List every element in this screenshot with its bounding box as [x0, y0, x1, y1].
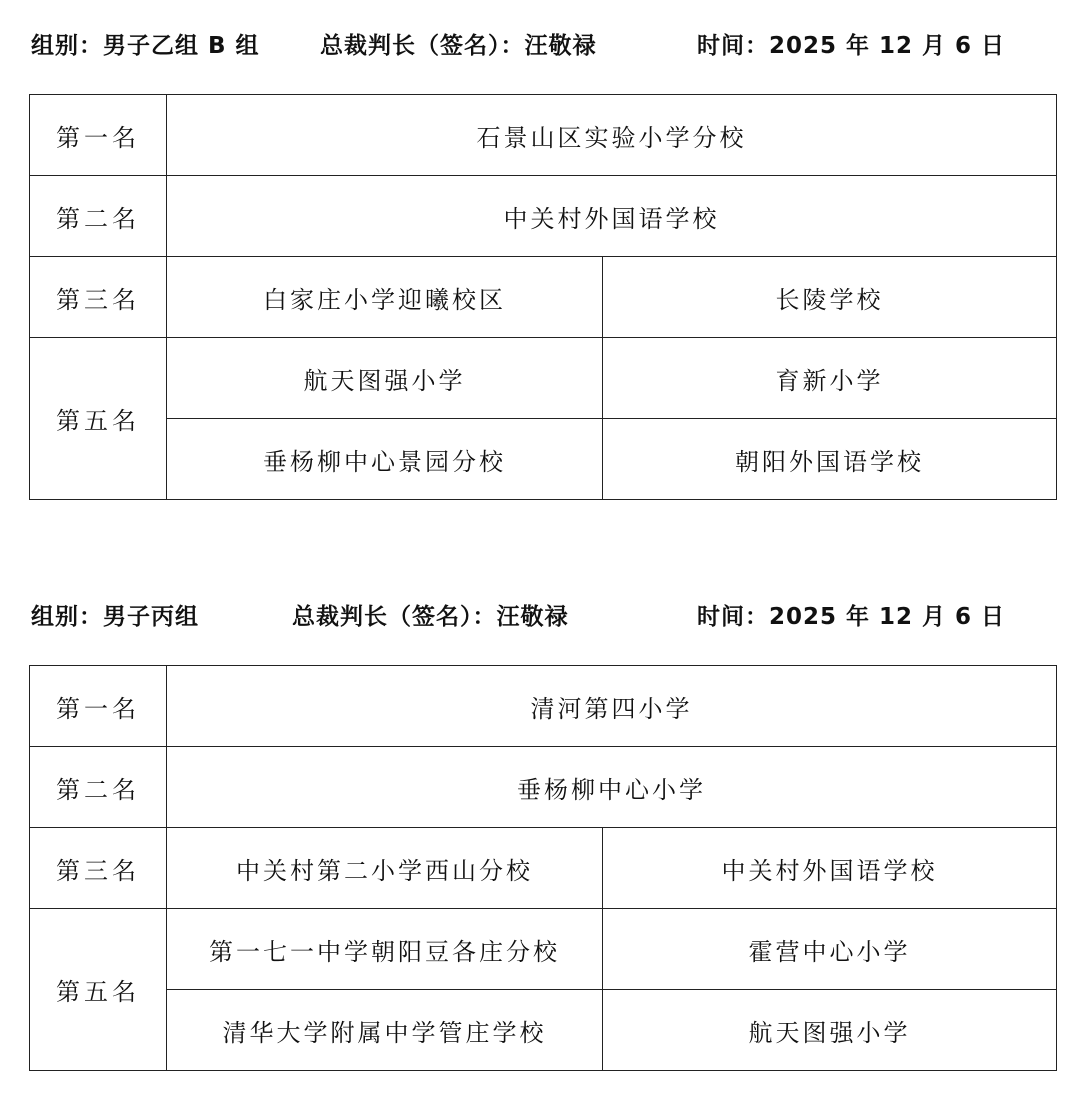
- school-cell: 朝阳外国语学校: [603, 419, 1057, 500]
- section-1-heading: [31, 26, 1051, 66]
- school-cell: 清河第四小学: [167, 666, 1057, 747]
- results-table-2: [29, 665, 1057, 1071]
- school-cell: 石景山区实验小学分校: [167, 95, 1057, 176]
- rank-cell: 第三名: [30, 828, 167, 909]
- school-cell: 育新小学: [603, 338, 1057, 419]
- rank-cell: 第一名: [30, 95, 167, 176]
- rank-cell: 第一名: [30, 666, 167, 747]
- school-cell: 中关村第二小学西山分校: [167, 828, 603, 909]
- rank-cell: 第五名: [30, 338, 167, 500]
- school-cell: 中关村外国语学校: [603, 828, 1057, 909]
- school-cell: 清华大学附属中学管庄学校: [167, 990, 603, 1071]
- table-row: [30, 338, 1057, 419]
- date-label: 时间：2025 年 12 月 6 日: [697, 33, 1006, 59]
- table-row: [30, 909, 1057, 990]
- referee-label: 总裁判长（签名）：汪敬禄: [292, 604, 569, 630]
- school-cell: 航天图强小学: [603, 990, 1057, 1071]
- rank-cell: 第二名: [30, 176, 167, 257]
- table-row: [30, 747, 1057, 828]
- school-cell: 垂杨柳中心小学: [167, 747, 1057, 828]
- group-label: 组别：男子乙组 B 组: [31, 33, 260, 59]
- section-2-heading: [31, 597, 1051, 637]
- school-cell: 长陵学校: [603, 257, 1057, 338]
- table-row: [30, 666, 1057, 747]
- table-row: [30, 419, 1057, 500]
- table-row: [30, 257, 1057, 338]
- school-cell: 霍营中心小学: [603, 909, 1057, 990]
- table-row: [30, 95, 1057, 176]
- school-cell: 航天图强小学: [167, 338, 603, 419]
- results-table-1: [29, 94, 1057, 500]
- rank-cell: 第五名: [30, 909, 167, 1071]
- table-row: [30, 176, 1057, 257]
- group-label: 组别：男子丙组: [31, 604, 199, 630]
- table-row: [30, 828, 1057, 909]
- referee-label: 总裁判长（签名）：汪敬禄: [320, 33, 597, 59]
- school-cell: 第一七一中学朝阳豆各庄分校: [167, 909, 603, 990]
- school-cell: 白家庄小学迎曦校区: [167, 257, 603, 338]
- school-cell: 中关村外国语学校: [167, 176, 1057, 257]
- rank-cell: 第三名: [30, 257, 167, 338]
- date-label: 时间：2025 年 12 月 6 日: [697, 604, 1006, 630]
- school-cell: 垂杨柳中心景园分校: [167, 419, 603, 500]
- table-row: [30, 990, 1057, 1071]
- rank-cell: 第二名: [30, 747, 167, 828]
